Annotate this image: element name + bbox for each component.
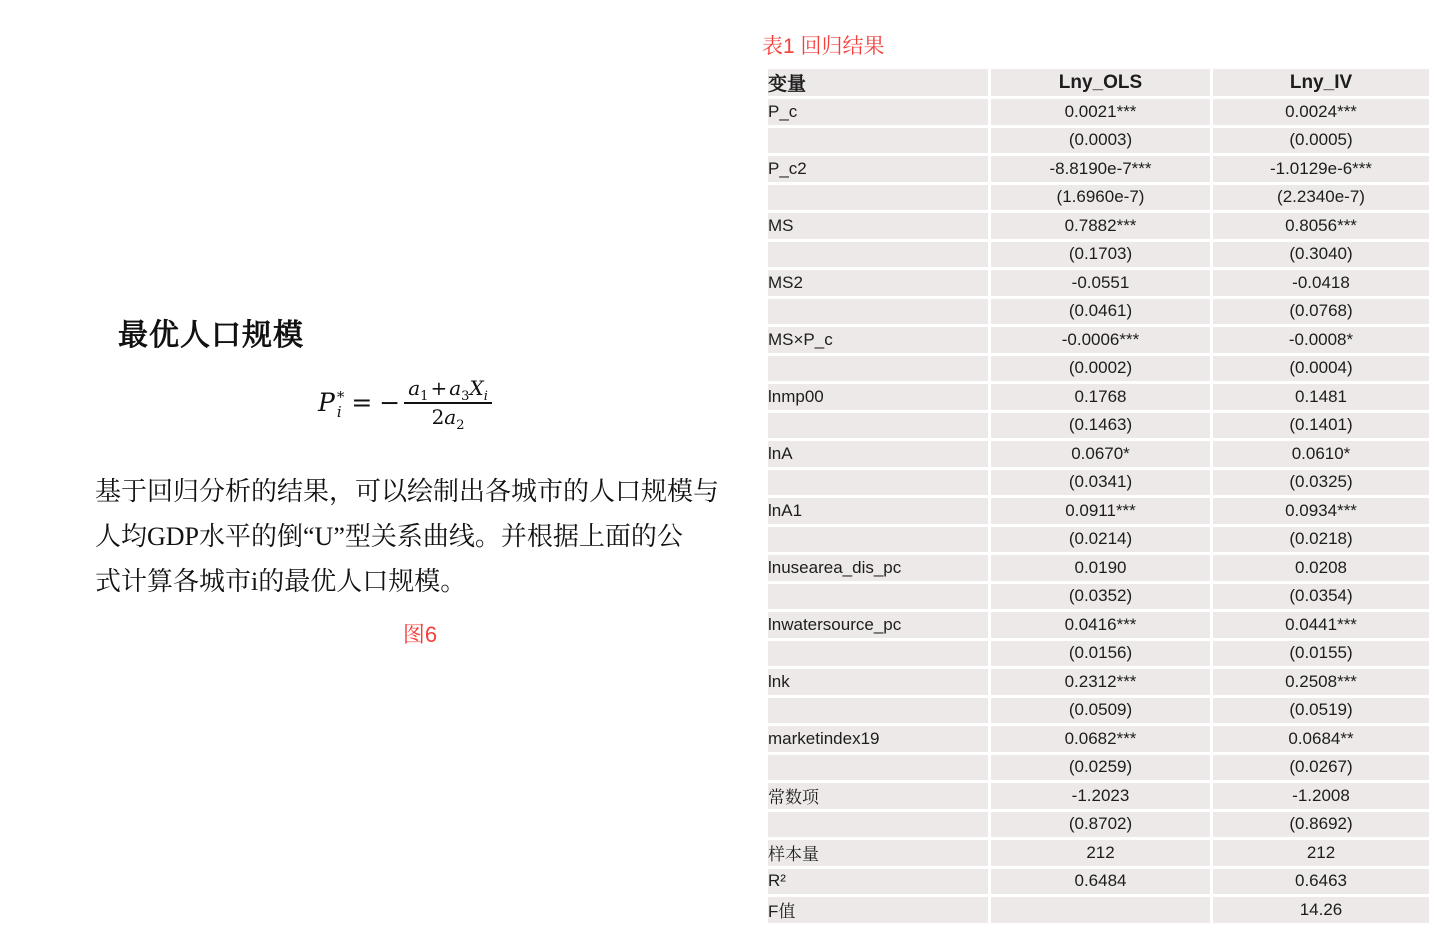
num-sub3: 3 (461, 389, 470, 404)
value-cell: (0.0003) (991, 128, 1210, 154)
variable-cell (768, 299, 988, 325)
variable-cell: lnmp00 (768, 384, 988, 410)
value-cell: (0.1703) (991, 242, 1210, 268)
variable-cell (768, 413, 988, 439)
value-cell: 0.0911*** (991, 498, 1210, 524)
value-cell: 212 (991, 840, 1210, 866)
value-cell: (2.2340e-7) (1213, 185, 1429, 211)
value-cell: (0.8692) (1213, 812, 1429, 838)
table-row (768, 755, 1429, 781)
value-cell: (0.0155) (1213, 641, 1429, 667)
variable-cell (768, 584, 988, 610)
table-row (768, 812, 1429, 838)
formula-supsub (337, 390, 345, 419)
variable-cell (768, 755, 988, 781)
body-paragraph (95, 469, 745, 604)
value-cell: -1.2008 (1213, 783, 1429, 809)
value-cell: (0.0214) (991, 527, 1210, 553)
value-cell: 0.0670* (991, 441, 1210, 467)
fraction-denominator (431, 404, 465, 433)
table-row (768, 470, 1429, 496)
table-row (768, 897, 1429, 923)
value-cell: 0.7882*** (991, 213, 1210, 239)
table-row (768, 498, 1429, 524)
table-row (768, 612, 1429, 638)
equals-sign: = (351, 388, 373, 417)
variable-cell: lnA1 (768, 498, 988, 524)
table-row (768, 869, 1429, 895)
value-cell: (0.0341) (991, 470, 1210, 496)
variable-cell: 常数项 (768, 783, 988, 809)
table-row (768, 584, 1429, 610)
optimal-population-formula (318, 376, 492, 433)
variable-cell: MS×P_c (768, 327, 988, 353)
variable-cell: lnA (768, 441, 988, 467)
table-row (768, 783, 1429, 809)
formula-p-base: P (318, 388, 335, 417)
table-row (768, 128, 1429, 154)
value-cell: (0.3040) (1213, 242, 1429, 268)
value-cell: -1.2023 (991, 783, 1210, 809)
value-cell: (0.0005) (1213, 128, 1429, 154)
table-row (768, 441, 1429, 467)
value-cell: (0.0519) (1213, 698, 1429, 724)
variable-cell: lnk (768, 669, 988, 695)
num-a3: a (449, 376, 462, 400)
variable-cell: lnwatersource_pc (768, 612, 988, 638)
variable-cell: P_c (768, 99, 988, 125)
variable-cell: marketindex19 (768, 726, 988, 752)
variable-cell (768, 470, 988, 496)
value-cell: -0.0551 (991, 270, 1210, 296)
variable-cell: 样本量 (768, 840, 988, 866)
value-cell: -1.0129e-6*** (1213, 156, 1429, 182)
value-cell: 0.1481 (1213, 384, 1429, 410)
paragraph-line: 式计算各城市i的最优人口规模。 (95, 567, 467, 596)
table-row (768, 99, 1429, 125)
value-cell: 0.6463 (1213, 869, 1429, 895)
value-cell: 0.0208 (1213, 555, 1429, 581)
value-cell: 0.2508*** (1213, 669, 1429, 695)
variable-cell (768, 812, 988, 838)
value-cell: -8.8190e-7*** (991, 156, 1210, 182)
value-cell: (0.0509) (991, 698, 1210, 724)
table-row (768, 299, 1429, 325)
table-row (768, 555, 1429, 581)
variable-cell: MS2 (768, 270, 988, 296)
table-row (768, 413, 1429, 439)
table-row (768, 384, 1429, 410)
value-cell: (0.0259) (991, 755, 1210, 781)
num-x: X (469, 376, 484, 400)
table-row (768, 356, 1429, 382)
value-cell: -0.0008* (1213, 327, 1429, 353)
table-row (768, 527, 1429, 553)
table-title: 表1 回归结果 (762, 35, 885, 58)
value-cell: (0.0004) (1213, 356, 1429, 382)
table-row (768, 185, 1429, 211)
paragraph-line: 基于回归分析的结果，可以绘制出各城市的人口规模与 (95, 477, 720, 506)
value-cell: (0.0002) (991, 356, 1210, 382)
variable-cell: P_c2 (768, 156, 988, 182)
formula-superscript: * (336, 388, 345, 407)
variable-cell: MS (768, 213, 988, 239)
value-cell: 0.0684** (1213, 726, 1429, 752)
value-cell: -0.0418 (1213, 270, 1429, 296)
minus-sign: − (379, 388, 401, 417)
variable-cell (768, 527, 988, 553)
variable-cell (768, 356, 988, 382)
num-subi: i (483, 389, 488, 404)
value-cell: 0.6484 (991, 869, 1210, 895)
variable-cell: F值 (768, 897, 988, 923)
variable-cell: R² (768, 869, 988, 895)
value-cell (991, 897, 1210, 923)
den-coef: 2 (431, 405, 445, 429)
table-row (768, 698, 1429, 724)
variable-cell (768, 185, 988, 211)
value-cell: 0.0190 (991, 555, 1210, 581)
table-row (768, 156, 1429, 182)
column-header-lny-iv: Lny_IV (1213, 69, 1429, 96)
table-row (768, 327, 1429, 353)
formula-subscript: i (336, 402, 342, 421)
den-a: a (444, 405, 457, 429)
den-sub2: 2 (456, 418, 465, 433)
table-row (768, 213, 1429, 239)
value-cell: 212 (1213, 840, 1429, 866)
value-cell: (0.0354) (1213, 584, 1429, 610)
column-header-lny-ols: Lny_OLS (991, 69, 1210, 96)
fraction (404, 376, 492, 433)
value-cell: 0.2312*** (991, 669, 1210, 695)
section-heading: 最优人口规模 (118, 319, 304, 352)
value-cell: (0.0352) (991, 584, 1210, 610)
table-row (768, 669, 1429, 695)
value-cell: 0.0934*** (1213, 498, 1429, 524)
value-cell: 0.0024*** (1213, 99, 1429, 125)
variable-cell (768, 698, 988, 724)
value-cell: (0.0325) (1213, 470, 1429, 496)
value-cell: (1.6960e-7) (991, 185, 1210, 211)
value-cell: (0.0461) (991, 299, 1210, 325)
num-a1: a (408, 376, 421, 400)
value-cell: (0.0218) (1213, 527, 1429, 553)
value-cell: (0.8702) (991, 812, 1210, 838)
variable-cell: lnusearea_dis_pc (768, 555, 988, 581)
table-header-row (768, 69, 1429, 96)
table-row (768, 641, 1429, 667)
value-cell: 0.0021*** (991, 99, 1210, 125)
value-cell: 0.0416*** (991, 612, 1210, 638)
value-cell: 0.8056*** (1213, 213, 1429, 239)
value-cell: (0.0156) (991, 641, 1210, 667)
fraction-numerator (404, 376, 492, 404)
figure-caption: 图6 (402, 622, 438, 647)
value-cell: (0.0768) (1213, 299, 1429, 325)
table-row (768, 840, 1429, 866)
plus-sign: + (430, 376, 448, 400)
table-row (768, 242, 1429, 268)
value-cell: 0.0610* (1213, 441, 1429, 467)
value-cell: 0.0441*** (1213, 612, 1429, 638)
value-cell: 0.1768 (991, 384, 1210, 410)
num-sub1: 1 (420, 389, 429, 404)
variable-cell (768, 128, 988, 154)
variable-cell (768, 242, 988, 268)
value-cell: (0.1463) (991, 413, 1210, 439)
table-row (768, 270, 1429, 296)
table-row (768, 726, 1429, 752)
value-cell: -0.0006*** (991, 327, 1210, 353)
value-cell: (0.0267) (1213, 755, 1429, 781)
table-body (768, 99, 1429, 923)
regression-table (765, 66, 1432, 926)
value-cell: 14.26 (1213, 897, 1429, 923)
column-header-variable: 变量 (768, 69, 988, 96)
value-cell: 0.0682*** (991, 726, 1210, 752)
variable-cell (768, 641, 988, 667)
value-cell: (0.1401) (1213, 413, 1429, 439)
paragraph-line: 人均GDP水平的倒“U”型关系曲线。并根据上面的公 (95, 522, 683, 551)
